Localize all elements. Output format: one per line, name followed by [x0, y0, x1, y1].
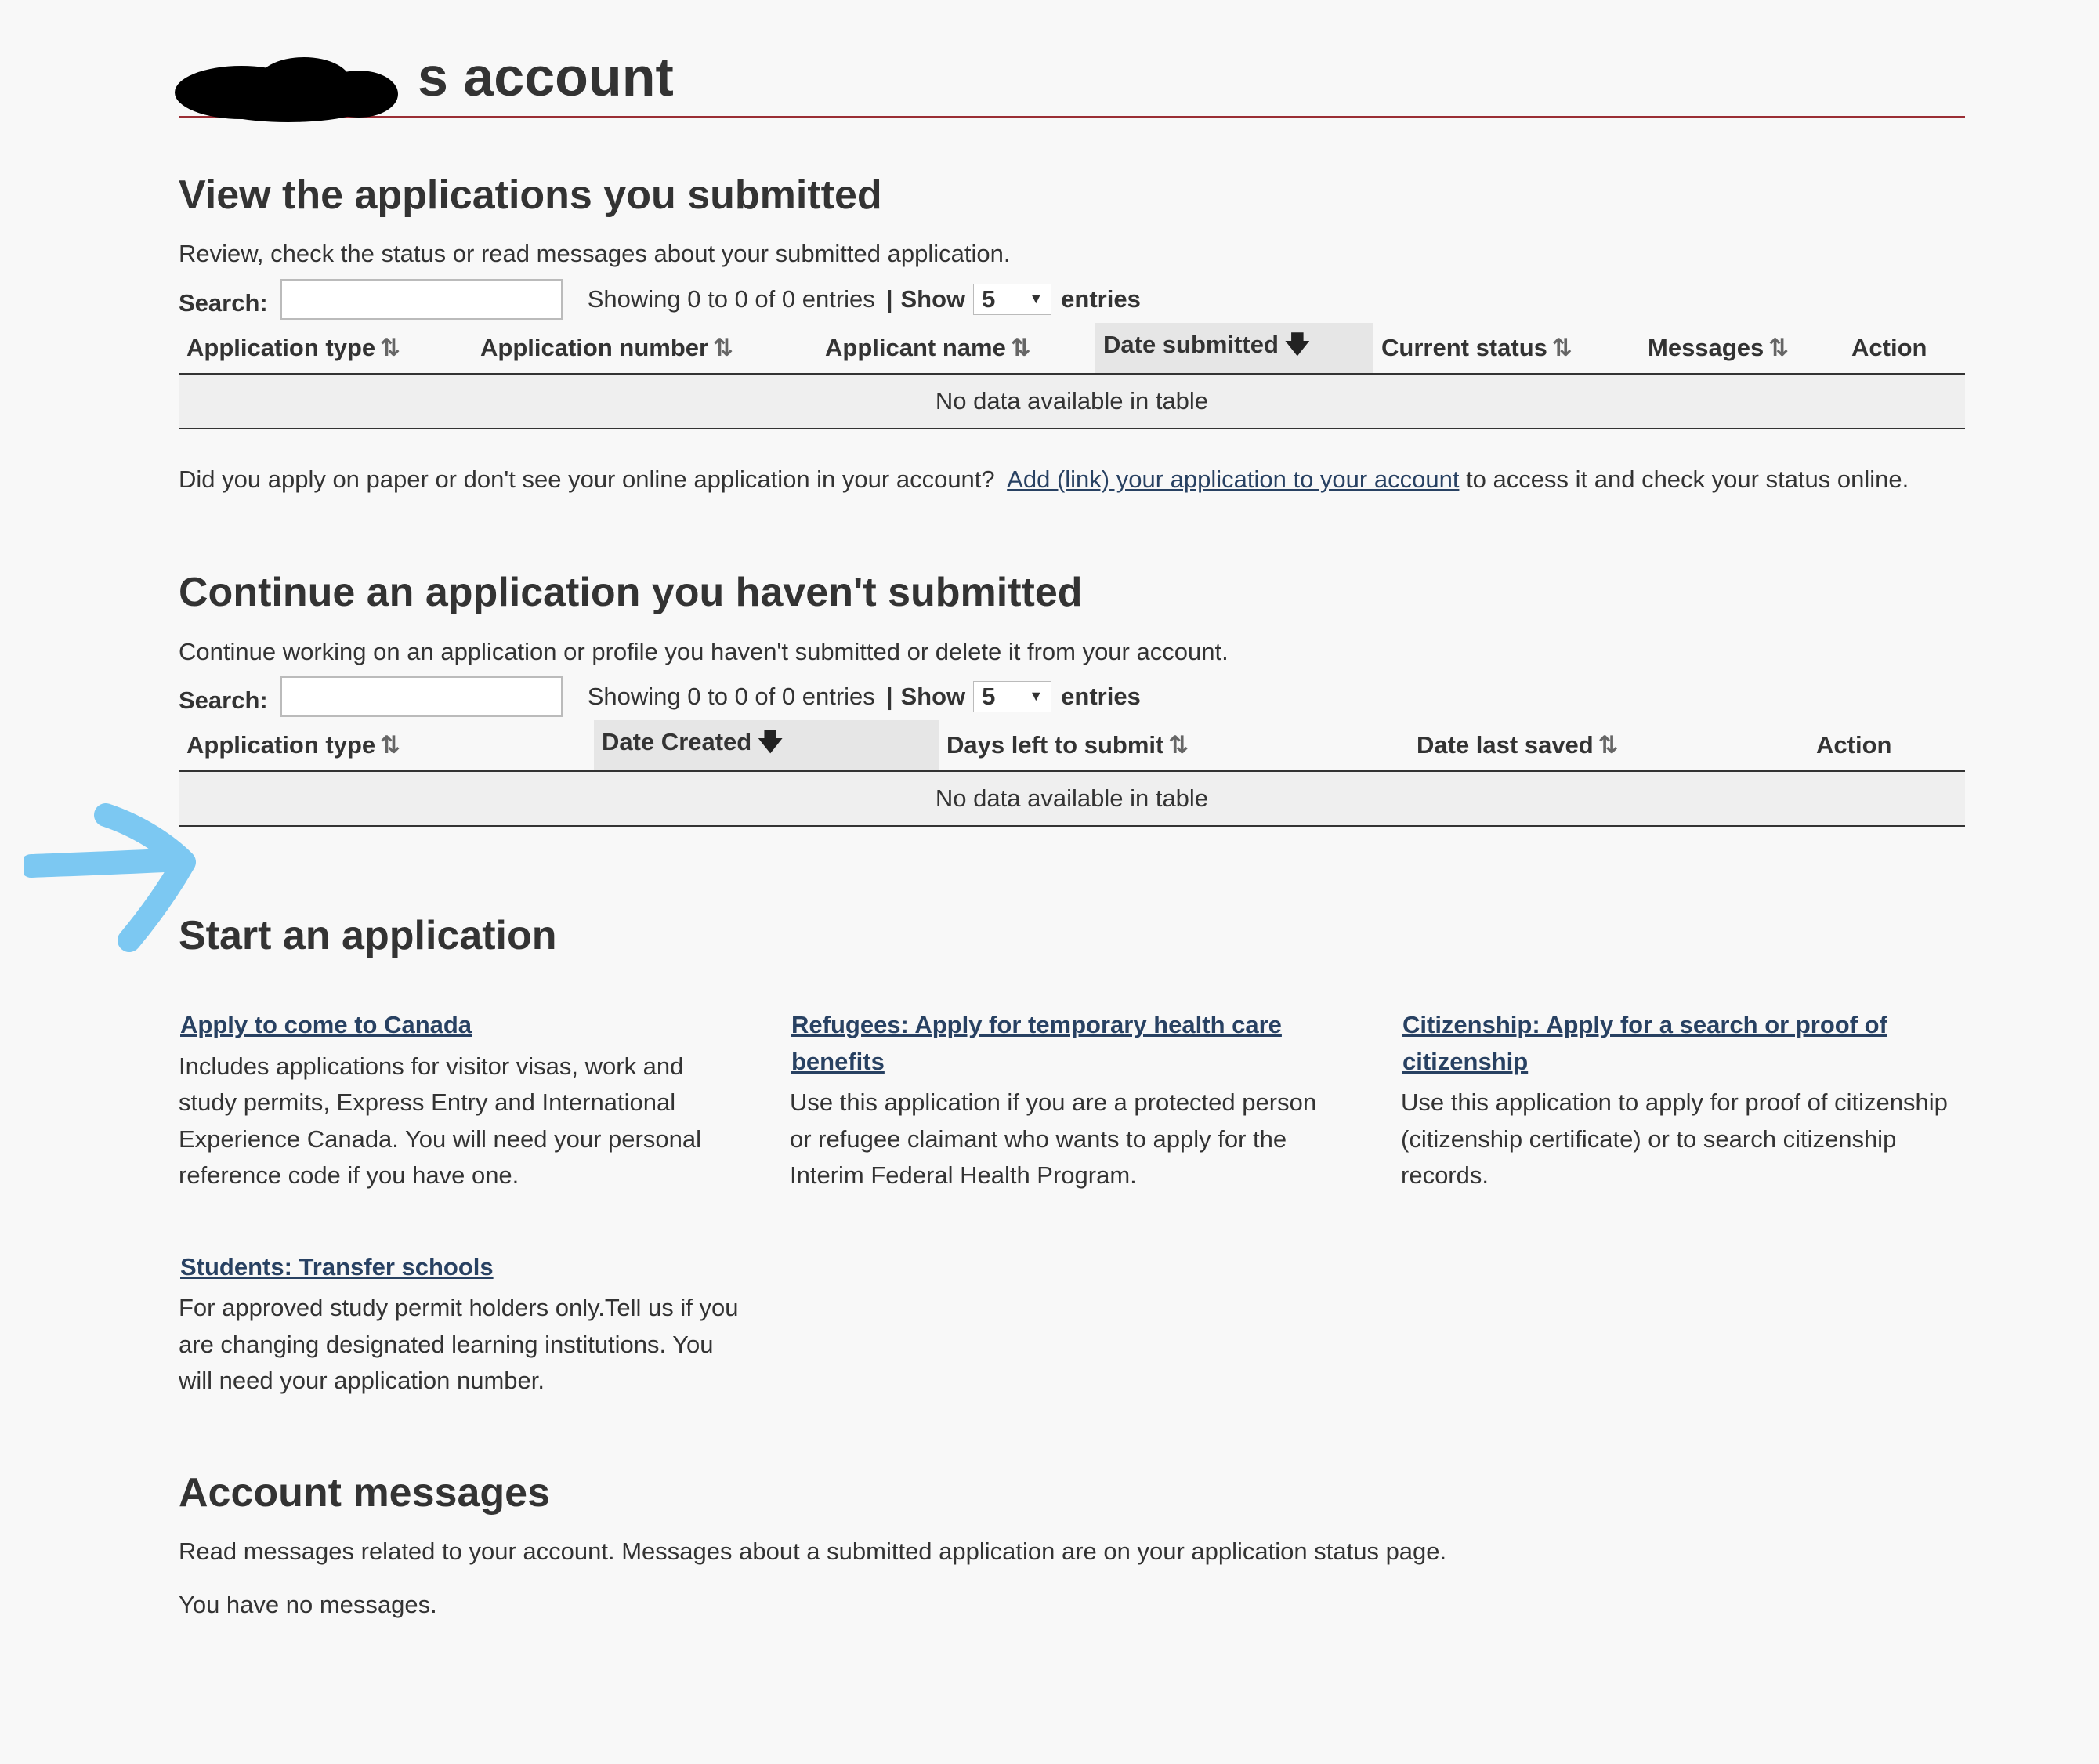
submitted-showing-text: Showing 0 to 0 of 0 entries — [587, 284, 875, 313]
col-label: Date submitted — [1103, 331, 1279, 359]
table-row — [179, 771, 1965, 826]
sort-both-icon: ⇅ — [1168, 730, 1189, 759]
submitted-search-label: Search: — [179, 288, 268, 317]
col-label: Date last saved — [1417, 730, 1594, 759]
annotation-arrow-icon — [24, 803, 196, 952]
start-item-come-to-canada — [179, 1007, 743, 1194]
submitted-table-header-row — [179, 323, 1965, 374]
col-label: Action — [1851, 333, 1927, 361]
sort-both-icon: ⇅ — [1768, 333, 1790, 361]
col-label: Application type — [186, 333, 376, 361]
col-current-status[interactable] — [1373, 323, 1640, 374]
start-item-description: For approved study permit holders only.Tell us if you are changing designated learning institutions. You will need your application number. — [179, 1294, 739, 1395]
col-applicant-name[interactable] — [817, 323, 1095, 374]
sort-both-icon: ⇅ — [1010, 333, 1031, 361]
unsubmitted-show-label: Show — [900, 682, 966, 710]
col-application-number[interactable] — [472, 323, 817, 374]
paper-prefix: Did you apply on paper or don't see your online application in your account? — [179, 465, 995, 493]
submitted-controls — [179, 276, 1965, 323]
col-label: Applicant name — [825, 333, 1006, 361]
submitted-description: Review, check the status or read messages about your submitted application. — [179, 240, 1011, 268]
redacted-name — [171, 47, 406, 125]
add-link-application-link[interactable]: Add (link) your application to your account — [1007, 465, 1460, 493]
start-item-description: Use this application if you are a protected person or refugee claimant who wants to apply for the Interim Federal Health Program. — [790, 1088, 1317, 1190]
col-label: Messages — [1648, 333, 1764, 361]
apply-to-come-to-canada-link[interactable]: Apply to come to Canada — [180, 1011, 472, 1039]
start-item-description: Includes applications for visitor visas, work and study permits, Express Entry and International Experience Canada. You will need your personal reference code if you have one. — [179, 1052, 701, 1190]
col-label: Action — [1816, 730, 1892, 759]
no-messages-text: You have no messages. — [179, 1590, 437, 1618]
submitted-show-label: Show — [900, 284, 966, 313]
col-date-submitted[interactable] — [1095, 323, 1373, 374]
submitted-entries-label: entries — [1061, 284, 1141, 313]
unsubmitted-description: Continue working on an application or profile you haven't submitted or delete it from your account. — [179, 637, 1229, 665]
table-row — [179, 374, 1965, 429]
unsubmitted-search-input[interactable] — [280, 676, 563, 717]
unsubmitted-controls — [179, 673, 1965, 720]
col-label: Application number — [480, 333, 709, 361]
col-messages[interactable] — [1640, 323, 1844, 374]
submitted-heading: View the applications you submitted — [179, 172, 882, 218]
account-header — [179, 31, 1965, 118]
start-heading: Start an application — [179, 912, 557, 958]
unsubmitted-empty-message: No data available in table — [179, 771, 1965, 826]
col-days-left[interactable] — [939, 720, 1409, 771]
start-item-citizenship-proof — [1401, 1007, 1949, 1194]
caret-down-icon: ▼ — [1029, 688, 1044, 705]
start-item-refugees-health — [790, 1007, 1338, 1194]
col-application-type[interactable] — [179, 323, 472, 374]
sort-desc-icon: 🡇 — [1284, 331, 1310, 359]
unsubmitted-showing-text: Showing 0 to 0 of 0 entries — [587, 682, 875, 710]
unsubmitted-entries-label: entries — [1061, 682, 1141, 710]
start-application-grid — [179, 1007, 1965, 1400]
transfer-schools-link[interactable]: Students: Transfer schools — [180, 1252, 494, 1280]
submitted-entries-select[interactable] — [973, 284, 1051, 315]
col-action — [1808, 720, 1965, 771]
submitted-empty-message: No data available in table — [179, 374, 1965, 429]
citizenship-proof-link[interactable]: Citizenship: Apply for a search or proof of citizenship — [1402, 1011, 1887, 1075]
col-action — [1844, 323, 1965, 374]
sort-both-icon: ⇅ — [713, 333, 734, 361]
submitted-search-input[interactable] — [280, 279, 563, 320]
unsubmitted-table-header-row — [179, 720, 1965, 771]
col-label: Date Created — [602, 728, 752, 756]
caret-down-icon: ▼ — [1029, 291, 1044, 307]
messages-description: Read messages related to your account. Messages about a submitted application are on your application status page. — [179, 1538, 1447, 1566]
unsubmitted-table — [179, 720, 1965, 827]
sort-both-icon: ⇅ — [1598, 730, 1619, 759]
sort-desc-icon: 🡇 — [758, 728, 784, 756]
unsubmitted-pipe: | — [885, 682, 893, 710]
col-label: Days left to submit — [946, 730, 1164, 759]
sort-both-icon: ⇅ — [380, 730, 401, 759]
unsubmitted-search-label: Search: — [179, 686, 268, 714]
col-date-last-saved[interactable] — [1409, 720, 1808, 771]
messages-heading: Account messages — [179, 1469, 550, 1516]
start-item-transfer-schools — [179, 1249, 743, 1400]
main-content — [179, 31, 1965, 1621]
col-label: Current status — [1381, 333, 1547, 361]
unsubmitted-entries-value: 5 — [982, 682, 996, 710]
submitted-pipe: | — [885, 284, 893, 313]
refugees-health-benefits-link[interactable]: Refugees: Apply for temporary health care benefits — [791, 1011, 1282, 1075]
paper-suffix: to access it and check your status online. — [1466, 465, 1909, 493]
sort-both-icon: ⇅ — [380, 333, 401, 361]
col-application-type[interactable] — [179, 720, 594, 771]
sort-both-icon: ⇅ — [1551, 333, 1572, 361]
unsubmitted-entries-select[interactable] — [973, 681, 1051, 712]
unsubmitted-heading: Continue an application you haven't submitted — [179, 570, 1083, 616]
submitted-entries-value: 5 — [982, 284, 996, 313]
page-title: s account — [418, 46, 674, 107]
submitted-table — [179, 323, 1965, 429]
paper-application-note — [179, 462, 1965, 496]
col-label: Application type — [186, 730, 376, 759]
start-item-description: Use this application to apply for proof of citizenship (citizenship certificate) or to search citizenship records. — [1401, 1088, 1948, 1190]
col-date-created[interactable] — [594, 720, 939, 771]
